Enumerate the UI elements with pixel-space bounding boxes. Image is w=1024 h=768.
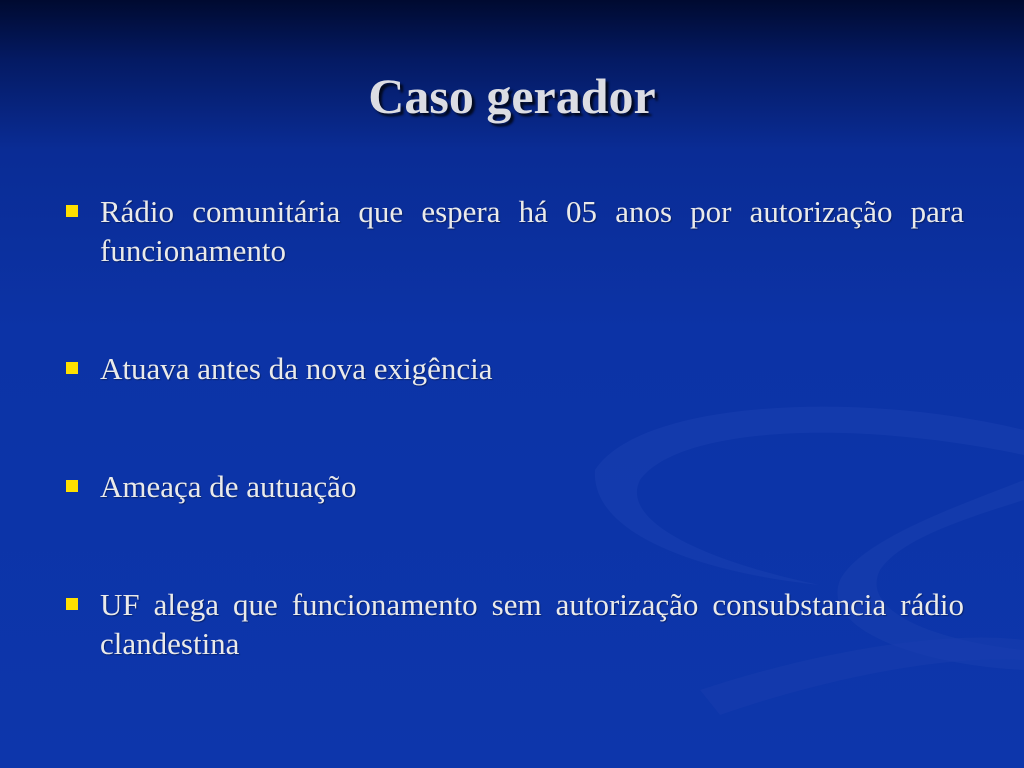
bullet-item (60, 467, 964, 506)
slide-title: Caso gerador (368, 68, 656, 124)
bullet-square-icon (66, 598, 78, 610)
bullet-item (60, 585, 964, 663)
bullet-list (60, 192, 964, 663)
bullet-text: UF alega que funcionamento sem autorização consubstancia rádio clandestina (100, 587, 964, 661)
bullet-item (60, 349, 964, 388)
bullet-text: Atuava antes da nova exigência (100, 351, 493, 386)
bullet-item (60, 192, 964, 270)
bullet-text: Ameaça de autuação (100, 469, 357, 504)
bullet-square-icon (66, 362, 78, 374)
bullet-square-icon (66, 205, 78, 217)
bullet-text: Rádio comunitária que espera há 05 anos por autorização para funcionamento (100, 194, 964, 268)
bullet-square-icon (66, 480, 78, 492)
